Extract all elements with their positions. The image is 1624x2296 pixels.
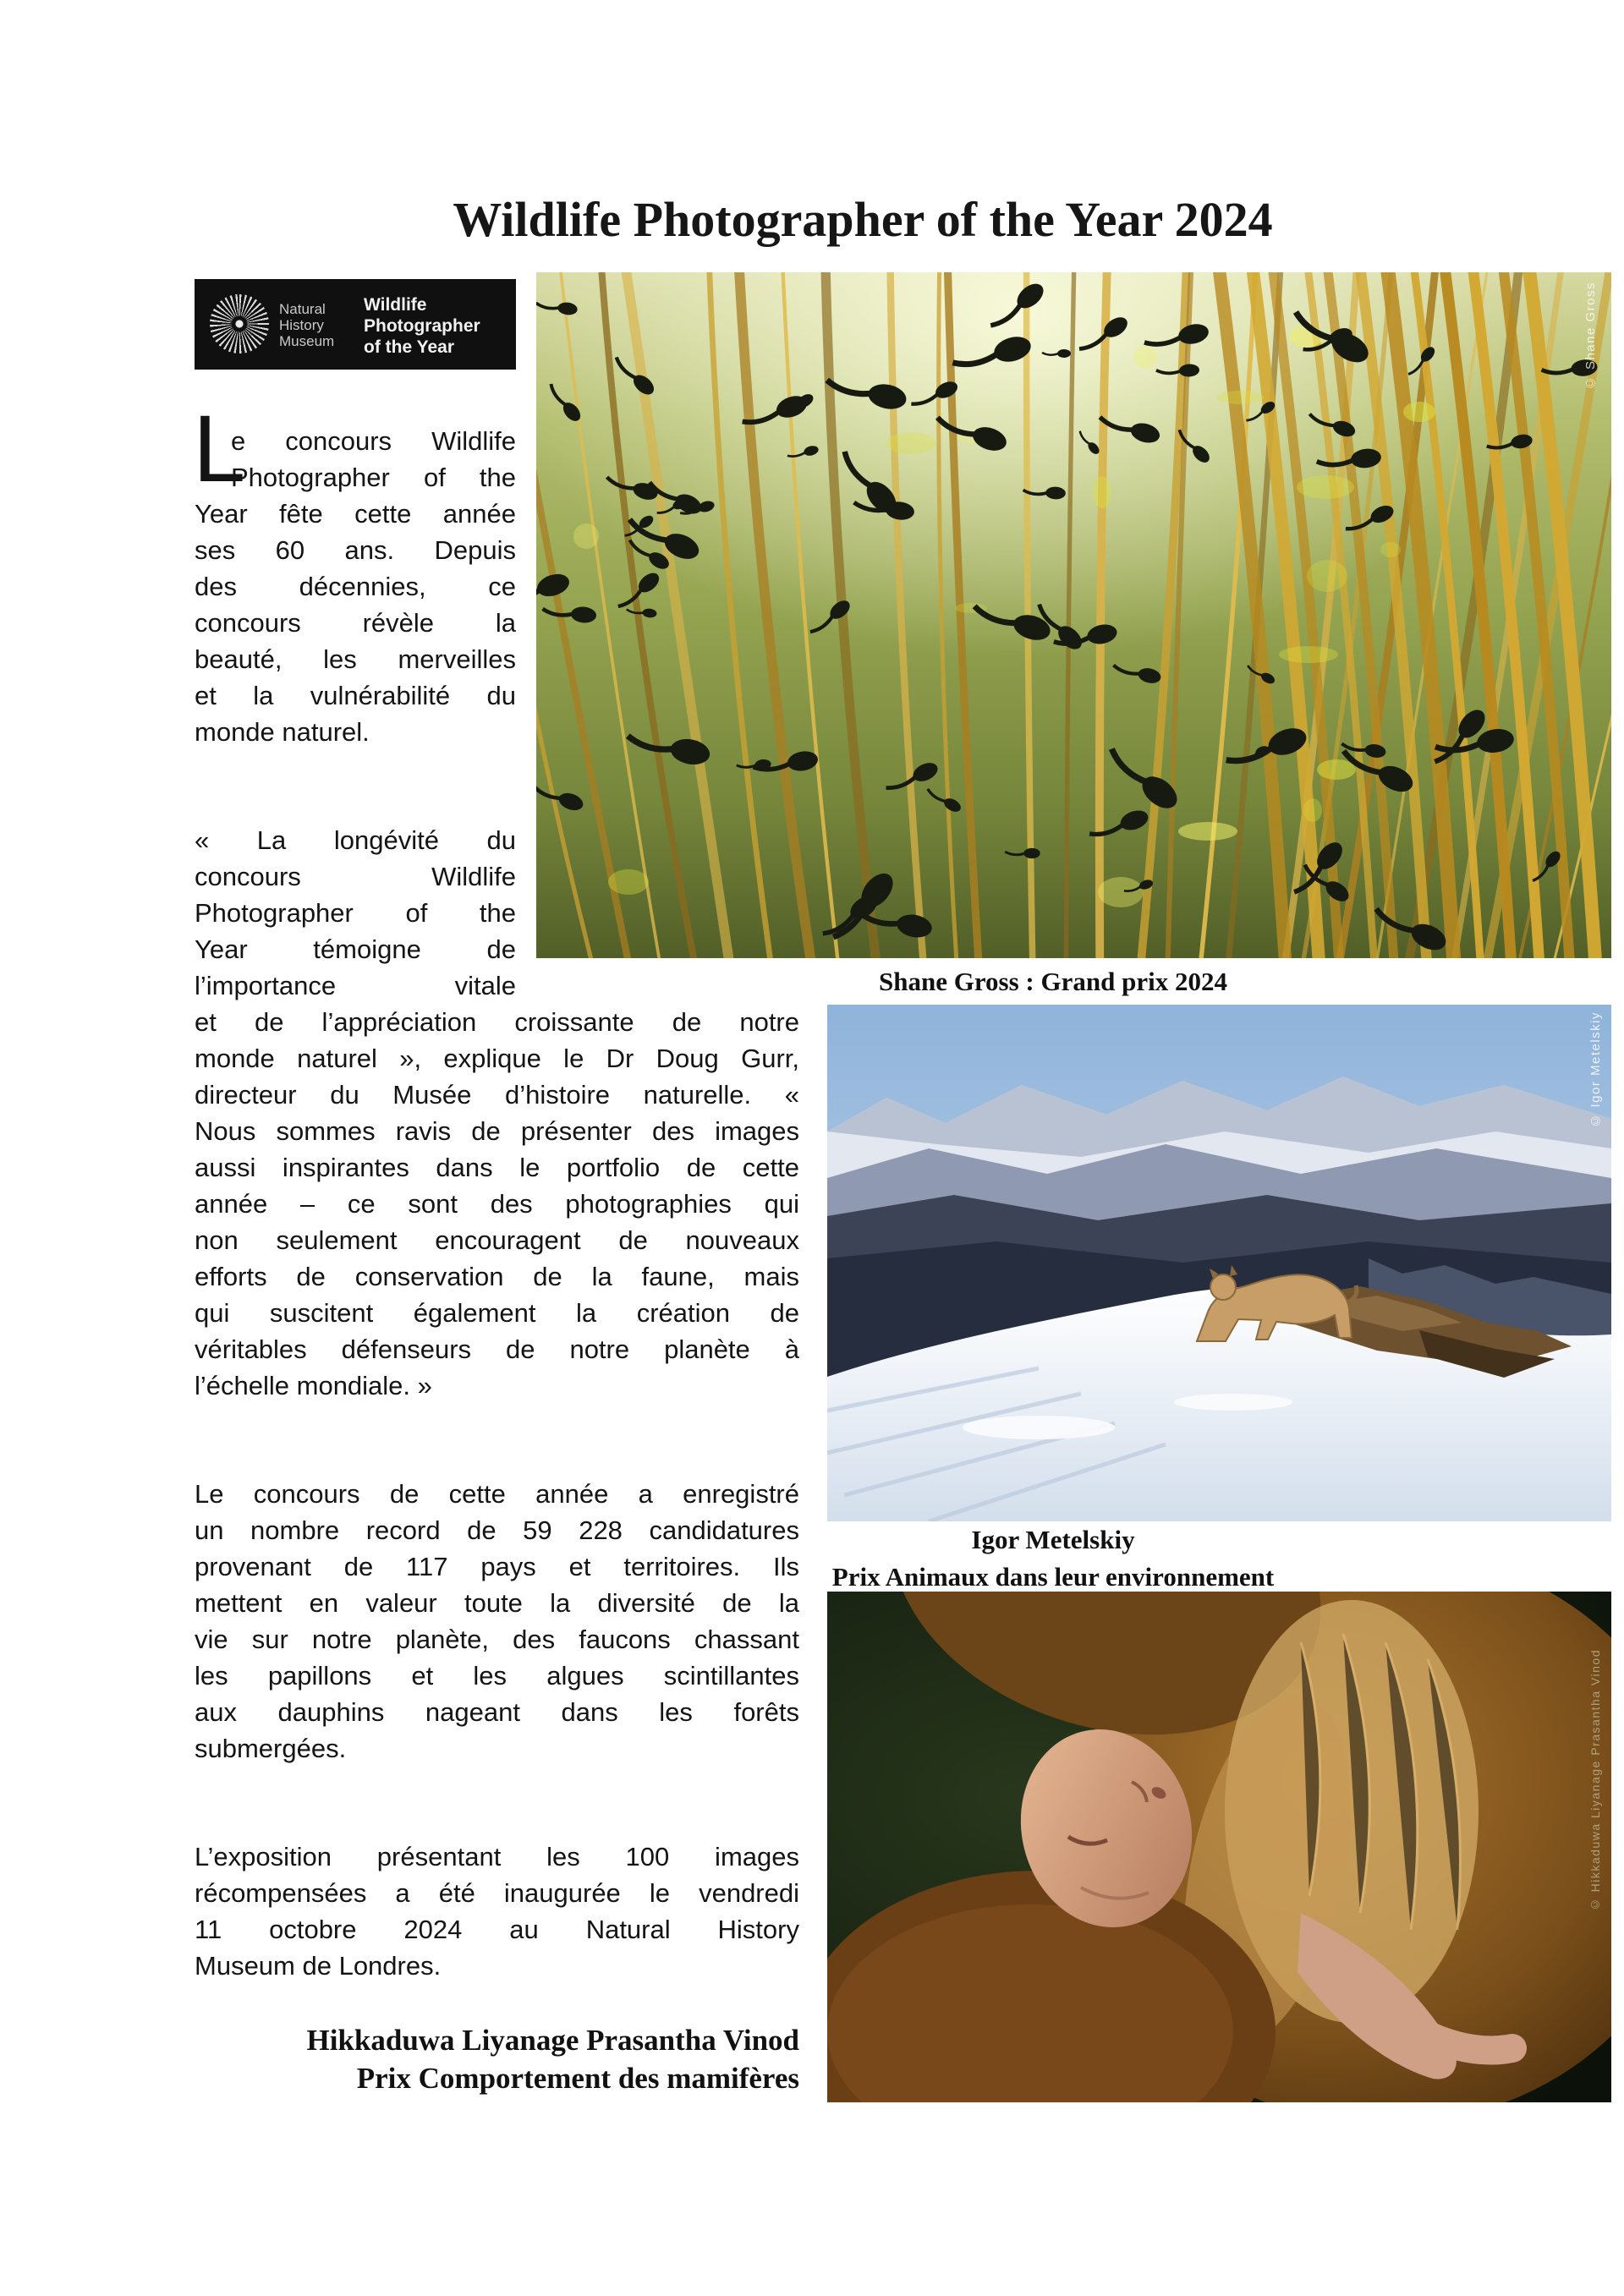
nhm-sunburst-icon — [210, 294, 269, 353]
text-line: concours Wildlife — [195, 862, 516, 891]
text-line: e concours Wildlife — [231, 426, 516, 456]
text-line: des décennies, ce — [195, 572, 516, 601]
text-line: Photographer of the — [195, 898, 516, 928]
paragraph — [195, 1476, 799, 1767]
text-line: L’exposition présentant les 100 images — [195, 1842, 799, 1871]
text-line: Photographer of the — [231, 463, 516, 492]
text-line: « La longévité du — [195, 825, 516, 855]
nhm-wpy-logo — [195, 279, 516, 370]
text-line: ses 60 ans. Depuis — [195, 535, 516, 565]
paragraph — [195, 1838, 799, 1984]
text-line: qui suscitent également la création de — [195, 1298, 799, 1328]
paragraph — [195, 423, 799, 750]
text-line: récompensées a été inaugurée le vendredi — [195, 1878, 799, 1908]
macaque-photo-illustration — [827, 1592, 1611, 2102]
text-line: les papillons et les algues scintillantes — [195, 1661, 799, 1690]
text-line: vie sur notre planète, des faucons chassant — [195, 1625, 799, 1654]
text-line: véritables défenseurs de notre planète à — [195, 1334, 799, 1364]
text-line: monde naturel. — [195, 717, 370, 747]
museum-name: Natural History Museum — [279, 301, 335, 349]
paragraph — [195, 822, 799, 1404]
text-line: un nombre record de 59 228 candidatures — [195, 1515, 799, 1545]
text-line: Nous sommes ravis de présenter des images — [195, 1116, 799, 1146]
text-line: non seulement encouragent de nouveaux — [195, 1225, 799, 1255]
text-line: l’échelle mondiale. » — [195, 1371, 432, 1400]
text-line: concours révèle la — [195, 608, 516, 638]
dropcap-letter: L — [193, 396, 246, 501]
text-line: directeur du Musée d’histoire naturelle. « — [195, 1080, 799, 1110]
caption-grand-prix: Shane Gross : Grand prix 2024 — [879, 967, 1227, 996]
lynx-photo-illustration — [827, 1005, 1611, 1521]
text-line: Le concours de cette année a enregistré — [195, 1479, 799, 1509]
text-line: Year fête cette année — [195, 499, 516, 529]
text-line: Year témoigne de — [195, 934, 516, 964]
photo-credit-igor-metelskiy: © Igor Metelskiy — [1588, 1011, 1603, 1128]
text-line: aussi inspirantes dans le portfolio de cette — [195, 1153, 799, 1182]
page-title: Wildlife Photographer of the Year 2024 — [453, 192, 1273, 247]
photo-macaques — [827, 1592, 1611, 2102]
text-line: année – ce sont des photographies qui — [195, 1189, 799, 1219]
photo-credit-shane-gross: © Shane Gross — [1583, 282, 1598, 391]
caption-animaux-environnement: Igor Metelskiy Prix Animaux dans leur environnement — [831, 1525, 1275, 1592]
text-line: et de l’appréciation croissante de notre — [195, 1007, 799, 1037]
text-line: Museum de Londres. — [195, 1951, 442, 1981]
text-line: beauté, les merveilles — [195, 644, 516, 674]
text-line: efforts de conservation de la faune, mais — [195, 1262, 799, 1291]
text-line: mettent en valeur toute la diversité de la — [195, 1588, 799, 1618]
mammal-behaviour-credit: Hikkaduwa Liyanage Prasantha Vinod Prix Comportement des mamifères — [306, 2024, 799, 2095]
text-line: submergées. — [195, 1734, 347, 1763]
text-line: et la vulnérabilité du — [195, 681, 516, 710]
competition-name: Wildlife Photographer of the Year — [364, 295, 480, 357]
photo-lynx — [827, 1005, 1611, 1521]
text-line: l’importance vitale — [195, 971, 516, 1000]
text-line: aux dauphins nageant dans les forêts — [195, 1697, 799, 1727]
text-line: monde naturel », explique le Dr Doug Gurr, — [195, 1044, 799, 1073]
article-text — [195, 423, 799, 2097]
text-line: 11 octobre 2024 au Natural History — [195, 1915, 799, 1944]
photo-credit-hikkaduwa: © Hikkaduwa Liyanage Prasantha Vinod — [1588, 1649, 1602, 1912]
text-line: provenant de 117 pays et territoires. Ils — [195, 1552, 799, 1581]
